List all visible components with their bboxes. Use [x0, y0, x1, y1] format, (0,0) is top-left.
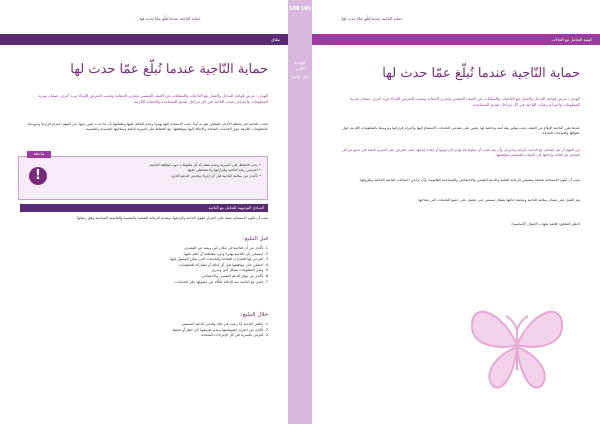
body-paragraph-2: يجب أن تكون الاستجابة مبنية على احترام حقوق الناجية وكرامتها، وتقديم الرعاية الصحية والنفسية والقانونية المناسبة وفق رغباتها.	[75, 216, 268, 220]
left-page	[0, 0, 288, 424]
header-band-text: كيفية التعامل مع الحالات	[551, 37, 592, 42]
spine-label-1: الوحدة الثانية	[294, 60, 306, 71]
spine-label-2: دليل العمل	[290, 74, 310, 79]
exclamation-icon: !	[29, 167, 47, 185]
list-before	[20, 246, 268, 285]
body-paragraph-1: عندما تقرر الناجية الإبلاغ عن العنف، يجب توفير بيئة آمنة وداعمة لها. يتعين على مقدمي الخدمات الاستماع إليها واحترام قراراتها وتزويدها بالمعلومات اللازمة حول حقوقها والخدمات المتاحة.	[342, 126, 580, 136]
subheading-text: المبادئ التوجيهية للتعامل مع الناجية	[208, 205, 264, 210]
header-band	[312, 34, 600, 45]
note-tab: ملاحظة	[27, 151, 51, 158]
running-head: حماية الناجية عندما تُبلّغ عمّا حدث لها	[140, 16, 201, 21]
spine	[288, 0, 312, 424]
page-number-left: 100	[289, 6, 300, 12]
page-title: حماية النّاجية عندما تُبلّغ عمّا حدث لها	[382, 66, 580, 81]
list-item: 1. رافقي الناجية إذا رغبت في ذلك وقدمي الدعم المستمر.	[180, 322, 268, 326]
list-item: 1. تأكدي من أن الناجية في مكان آمن وبعيد عن المعتدي.	[183, 246, 268, 250]
subheading-bar	[20, 204, 268, 212]
body-paragraph-2: من المهم أن يتم التعامل مع الناجية بكرامة واحترام، وأن يتم تجنب أي سلوك قد يؤدي إلى لومها أو إعادة إيذائها. يجب الحرص على السرية التامة في جميع مراحل التعامل مع الحالة وإحالتها إلى الجهات المختصة بموافقتها.	[342, 148, 580, 158]
section-heading-during: خلال التبليغ:	[240, 312, 268, 318]
list-item: 2. استمعي إلى الناجية بهدوء ودون مقاطعة أو حكم عليها.	[183, 251, 268, 256]
section-heading-before: قبل التبليغ:	[243, 236, 268, 242]
list-item: 7. تابعي مع الناجية بعد الإحالة للتأكد من حصولها على الخدمات.	[174, 279, 268, 284]
list-item: 3. اشرحي لها الخيارات المتاحة والخدمات التي يمكن الوصول إليها.	[169, 257, 268, 262]
list-item: 3. التزمي بالسرية في كل الإجراءات المتخذة.	[200, 333, 268, 338]
list-item: 6. تأكدي من توفر الدعم النفسي والاجتماعي.	[200, 273, 268, 278]
intro-text: الهدف: عرض قواعد التدخل والعمل مع الناجيات والمبلغات عن العنف الجنسي وتعزيز الحماية وتجنب التعرض للإيذاء مرة أخرى. ضمان سرية المعلومات واحترام رغبات الناجية في كل مراحل تقديم المساعدة.	[350, 96, 580, 107]
body-paragraph-4: يتم العمل على ضمان سلامة الناجية ومتابعة حالتها بشكل مستمر حتى تحصل على جميع الخدمات التي تحتاجها.	[417, 198, 580, 202]
running-head: حماية الناجية عندما تُبلّغ عمّا حدث لها	[342, 16, 403, 21]
body-paragraph: تحدث الناجية في معظم الأحيان لشخص تثق به أولاً. يجب الاستماع إليها بهدوء وعدم الحكم عليها وطمأنتها بأن ما حدث ليس ذنبها. من المهم احترام قرارها وتزويدها بالمعلومات اللازمة حول الخدمات المتاحة والإحالة إليها بموافقتها، مع الحفاظ على السرية التامة وسلامتها الجسدية والنفسية.	[27, 122, 268, 132]
header-band-text: نطاق	[271, 37, 280, 42]
list-item: 5. وثقي المعلومات بشكل آمن وسري.	[210, 268, 268, 273]
page-title: حماية النّاجية عندما تُبلّغ عمّا حدث لها	[70, 62, 268, 77]
right-page	[312, 0, 600, 424]
page-number-right: 100	[300, 6, 311, 12]
note-box	[18, 152, 268, 200]
list-item: 4. احصلي على موافقتها قبل أي إحالة أو مشاركة للمعلومات.	[177, 262, 268, 267]
footer-line: (انظر الملحق: قائمة بجهات الاتصال الأساسية)	[511, 222, 580, 226]
list-during	[20, 322, 268, 339]
list-item: 2. تأكدي من احترام خصوصيتها وعدم تعريضها لأي خطر أو ضغط.	[171, 327, 268, 332]
body-paragraph-3: يجب أن تكون الاستجابة شاملة وتتضمن الرعاية الطبية والدعم النفسي والاجتماعي والمساعدة القانونية، وأن تراعي احتياجات الناجية الخاصة وظروفها.	[359, 178, 580, 182]
header-band	[0, 34, 288, 45]
butterfly-icon	[462, 290, 572, 400]
intro-text: الهدف: عرض قواعد التدخل والعمل مع الناجيات والمبلغات عن العنف الجنسي وتعزيز الحماية وتجنب التعرض للإيذاء مرة أخرى. ضمان سرية المعلومات واحترام رغبات الناجية في كل مراحل تقديم المساعدة والحماية اللازمة.	[38, 93, 268, 104]
note-text: • يجب الحفاظ على السرية وعدم مشاركة أي معلومات دون موافقة الناجية. • احترمي رغبة الناجية وقراراتها ولا تضغطي عليها. • تأكدي من سلامة الناجية قبل أي إجراء وقدمي الدعم اللازم.	[148, 163, 261, 178]
